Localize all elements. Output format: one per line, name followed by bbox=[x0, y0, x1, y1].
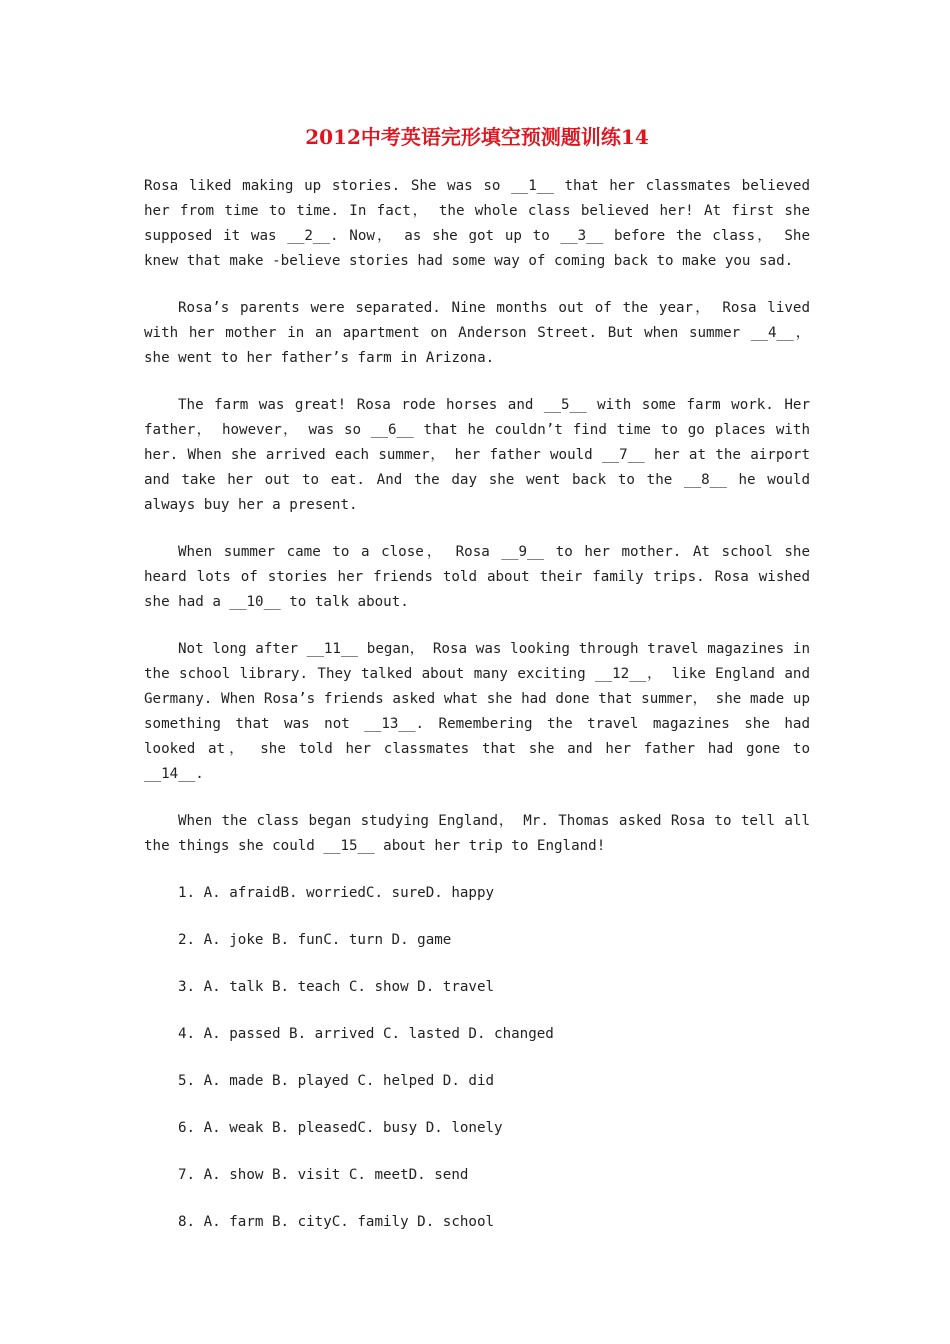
passage-paragraph-2: Rosa’s parents were separated. Nine months out of the year， Rosa lived with her mother in an apartment on Anderson Street. But when summer __4__， she went to her father’s farm in Arizona. bbox=[144, 300, 810, 366]
passage-paragraph-4: When summer came to a close， Rosa __9__ to her mother. At school she heard lots of stories her friends told about their family trips. Rosa wished she had a __10__ to talk about. bbox=[144, 544, 810, 610]
option-item-1: 1. A. afraidB. worriedC. sureD. happy bbox=[178, 885, 495, 901]
option-item-4: 4. A. passed B. arrived C. lasted D. changed bbox=[178, 1026, 554, 1042]
option-item-7: 7. A. show B. visit C. meetD. send bbox=[178, 1167, 469, 1183]
option-item-8: 8. A. farm B. cityC. family D. school bbox=[178, 1214, 495, 1230]
option-item-3: 3. A. talk B. teach C. show D. travel bbox=[178, 979, 495, 995]
option-item-2: 2. A. joke B. funC. turn D. game bbox=[178, 932, 452, 948]
page-title: 2012中考英语完形填空预测题训练14 bbox=[305, 125, 649, 149]
option-item-5: 5. A. made B. played C. helped D. did bbox=[178, 1073, 495, 1089]
document-page bbox=[144, 120, 810, 1257]
passage-paragraph-5: Not long after __11__ began， Rosa was looking through travel magazines in the school library. They talked about many exciting __12__， like England and Germany. When Rosa’s friends asked what she had done that summer， she made up something that was not __13__. Remembering the travel magazines she had looked at， she told her classmates that she and her father had gone to __14__. bbox=[144, 641, 810, 782]
option-item-6: 6. A. weak B. pleasedC. busy D. lonely bbox=[178, 1120, 503, 1136]
passage bbox=[144, 174, 810, 859]
passage-paragraph-1: Rosa liked making up stories. She was so __1__ that her classmates believed her from time to time. In fact， the whole class believed her! At first she supposed it was __2__. Now， as she got up to __3__ before the class， She knew that make -believe stories had some way of coming back to make you sad. bbox=[144, 178, 810, 269]
answer-options bbox=[144, 881, 810, 1235]
passage-paragraph-6: When the class began studying England， Mr. Thomas asked Rosa to tell all the things she could __15__ about her trip to England! bbox=[144, 813, 810, 854]
passage-paragraph-3: The farm was great! Rosa rode horses and __5__ with some farm work. Her father， however， was so __6__ that he couldn’t find time to go places with her. When she arrived each summer， her father would __7__ her at the airport and take her out to eat. And the day she went back to the __8__ he would always buy her a present. bbox=[144, 397, 810, 513]
